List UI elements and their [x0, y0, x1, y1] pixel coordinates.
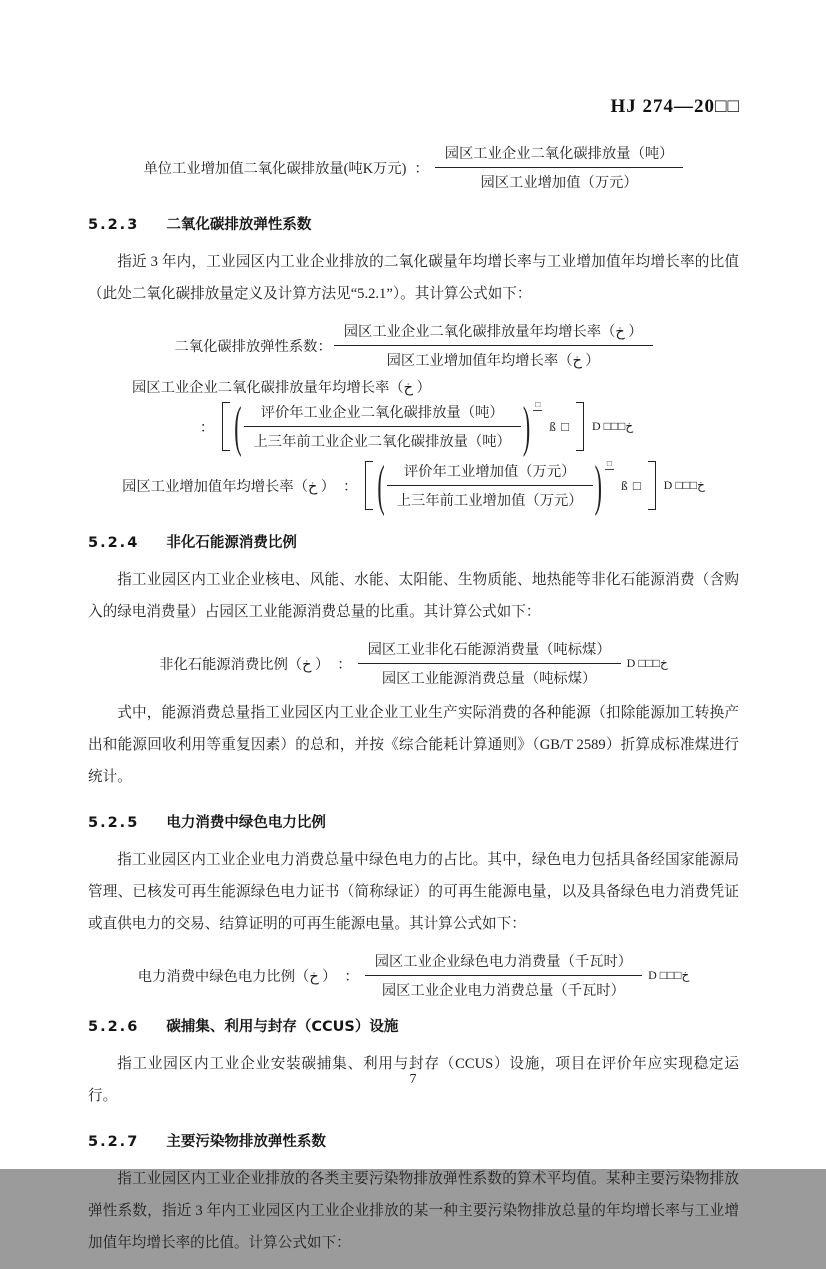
paragraph-5-2-4-note: 式中，能源消费总量指工业园区内工业企业工业生产实际消费的各种能源（扣除能源加工转换产出和能源回收利用等重复因素）的总和，并按《综合能耗计算通则》（GB/T 2589）折算成标准煤进行统计。 — [88, 705, 739, 785]
open-paren: ( — [377, 452, 385, 517]
colon: ： — [414, 160, 429, 177]
corrupt-symbols-tail: D □□□خ — [648, 968, 690, 982]
section-heading-5-2-7 — [88, 1130, 739, 1151]
formula-co2-growth-rate — [88, 393, 739, 458]
corrupt-symbols: ß □ — [549, 418, 570, 434]
section-title: 碳捕集、利用与封存（CCUS）设施 — [166, 1019, 399, 1035]
exponent-placeholder: □ — [533, 400, 542, 411]
section-number: 5.2.5 — [88, 815, 140, 831]
paragraph-5-2-7: 指工业园区内工业企业排放的各类主要污染物排放弹性系数的算术平均值。某种主要污染物排放弹性系数，指近 3 年内工业园区内工业企业排放的某一种主要污染物排放总量的年均增长率与工业增加值年均增长率的比值。计算公式如下： — [88, 1171, 739, 1251]
left-bracket — [222, 402, 230, 451]
paragraph-5-2-3: 指近 3 年内，工业园区内工业企业排放的二氧化碳量年均增长率与工业增加值年均增长率的比值（此处二氧化碳排放量定义及计算方法见“5.2.1”）。其计算公式如下： — [88, 254, 739, 302]
section-number: 5.2.6 — [88, 1019, 140, 1035]
formula-label: 非化石能源消费比例（خ ） — [159, 656, 330, 673]
close-paren: ) — [594, 452, 602, 517]
fraction-denominator: 园区工业能源消费总量（吨标煤） — [381, 671, 597, 687]
open-paren: ( — [234, 393, 242, 458]
section-heading-5-2-6 — [88, 1015, 739, 1036]
section-heading-5-2-3 — [88, 213, 739, 234]
fraction — [244, 401, 521, 452]
fraction-numerator: 园区工业企业二氧化碳排放量年均增长率（خ ） — [334, 320, 653, 346]
formula-non-fossil-ratio — [88, 638, 739, 689]
corrupt-symbols: ß □ — [621, 477, 642, 493]
colon: ： — [199, 419, 215, 436]
fraction — [435, 142, 684, 193]
right-bracket — [648, 461, 656, 510]
section-heading-5-2-4 — [88, 531, 739, 552]
corrupt-symbols-tail: D □□□خ — [626, 656, 668, 670]
fraction-numerator: 评价年工业企业二氧化碳排放量（吨） — [244, 401, 521, 427]
corrupt-symbols-tail: D □□□خ — [591, 419, 634, 433]
paragraph-5-2-4: 指工业园区内工业企业核电、风能、水能、太阳能、生物质能、地热能等非化石能源消费（含购入的绿电消费量）占园区工业能源消费总量的比重。其计算公式如下： — [88, 572, 739, 620]
fraction — [387, 460, 593, 511]
fraction-numerator: 评价年工业增加值（万元） — [387, 460, 593, 486]
paragraph-5-2-5: 指工业园区内工业企业电力消费总量中绿色电力的占比。其中，绿色电力包括具备经国家能源局管理、已核发可再生能源绿色电力证书（简称绿证）的可再生能源电量，以及具备绿色电力消费凭证或直供电力的交易、结算证明的可再生能源电量。其计算公式如下： — [88, 852, 739, 932]
fraction-denominator: 上三年前工业企业二氧化碳排放量（吨） — [253, 434, 511, 450]
fraction-denominator: 园区工业增加值（万元） — [480, 175, 638, 191]
fraction-numerator: 园区工业企业二氧化碳排放量（吨） — [435, 142, 684, 168]
right-bracket — [576, 402, 584, 451]
formula-label: 电力消费中绿色电力比例（خ ） — [137, 968, 337, 985]
formula-added-value-growth-rate — [88, 452, 739, 517]
colon: ： — [344, 968, 359, 985]
formula-co2-growth-rate-label: 园区工业企业二氧化碳排放量年均增长率（خ ） — [132, 380, 431, 396]
section-title: 电力消费中绿色电力比例 — [166, 815, 326, 831]
close-paren: ) — [522, 393, 531, 458]
corrupt-symbols-tail: D □□□خ — [663, 478, 705, 492]
paragraph-5-2-6: 指工业园区内工业企业安装碳捕集、利用与封存（CCUS）设施，项目在评价年应实现稳定运行。 — [88, 1056, 739, 1104]
left-bracket — [365, 461, 373, 510]
fraction — [365, 950, 642, 1001]
section-number: 5.2.7 — [88, 1134, 140, 1150]
formula-unit-co2-intensity — [88, 142, 739, 193]
doc-number: HJ 274—20□□ — [610, 96, 740, 117]
section-title: 二氧化碳排放弹性系数 — [166, 217, 312, 233]
fraction-numerator: 园区工业非化石能源消费量（吨标煤） — [358, 638, 621, 664]
section-number: 5.2.3 — [88, 217, 140, 233]
section-title: 非化石能源消费比例 — [166, 535, 297, 551]
fraction-denominator: 园区工业增加值年均增长率（خ ） — [386, 353, 600, 369]
fraction — [358, 638, 621, 689]
exponent-placeholder: □ — [605, 459, 614, 470]
section-title: 主要污染物排放弹性系数 — [166, 1134, 326, 1150]
fraction-denominator: 园区工业企业电力消费总量（千瓦时） — [381, 983, 625, 999]
fraction-numerator: 园区工业企业绿色电力消费量（千瓦时） — [365, 950, 642, 976]
formula-label: 二氧化碳排放弹性系数： — [174, 338, 332, 355]
formula-green-power-ratio — [88, 950, 739, 1001]
formula-label: 园区工业增加值年均增长率（خ ） — [122, 478, 336, 495]
fraction — [334, 320, 653, 371]
formula-label: 单位工业增加值二氧化碳排放量(吨K万元) — [143, 160, 407, 177]
colon: ： — [337, 656, 352, 673]
section-number: 5.2.4 — [88, 535, 140, 551]
formula-co2-elasticity — [88, 320, 739, 371]
colon: ： — [343, 478, 358, 495]
fraction-denominator: 上三年前工业增加值（万元） — [396, 493, 583, 509]
section-heading-5-2-5 — [88, 811, 739, 832]
document-body — [88, 142, 739, 1269]
page-number: 7 — [409, 1072, 417, 1087]
